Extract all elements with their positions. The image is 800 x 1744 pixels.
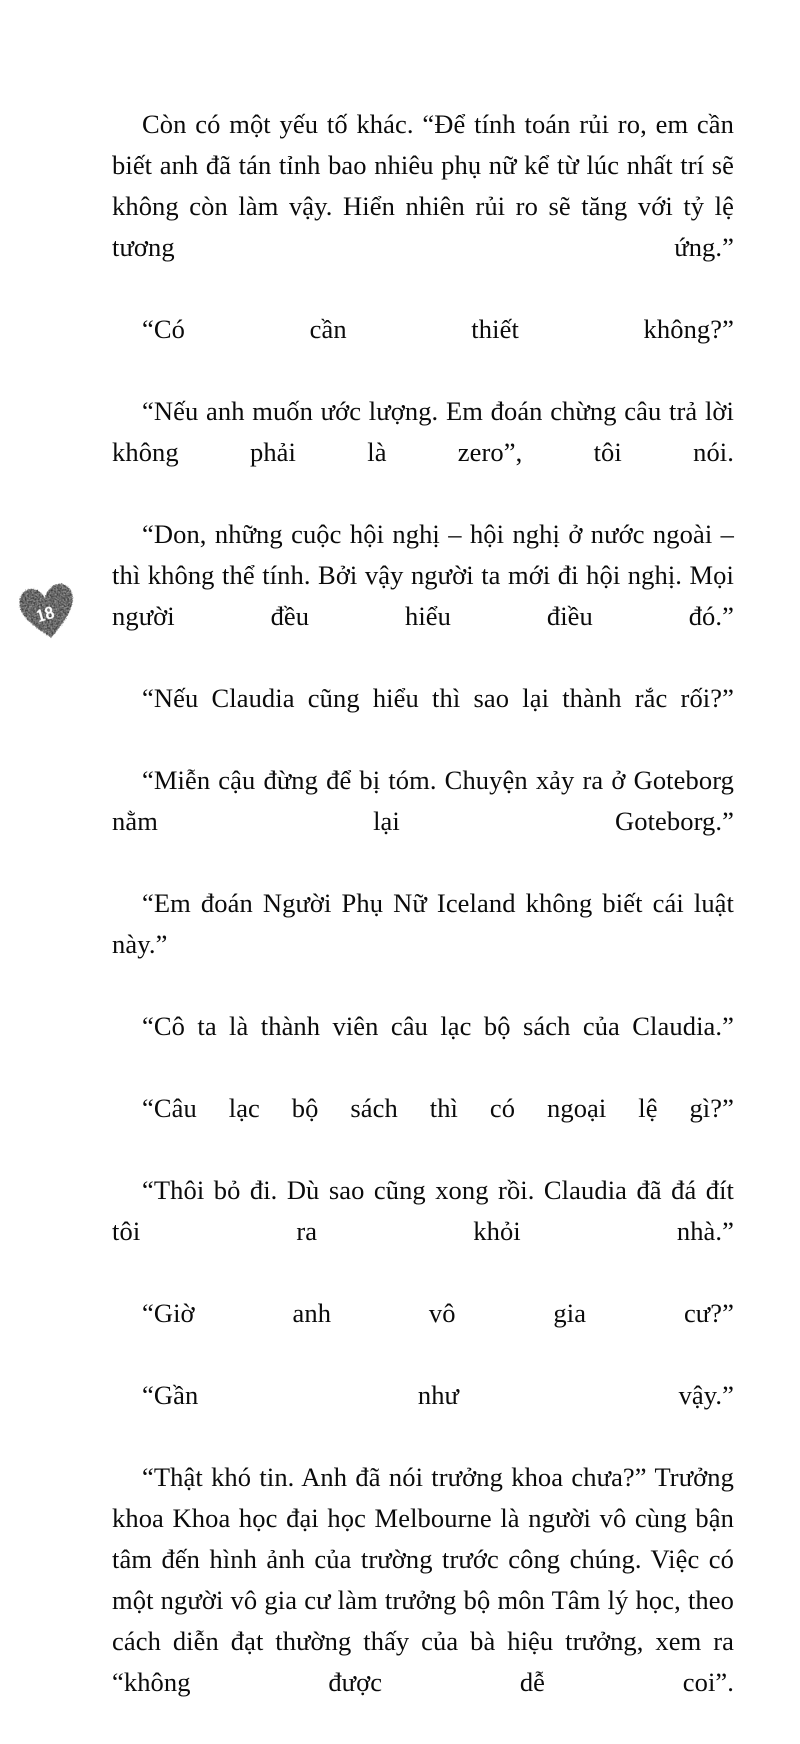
- paragraph: “Thôi bỏ đi. Dù sao cũng xong rồi. Claudia đã đá đít tôi ra khỏi nhà.”: [112, 1175, 734, 1246]
- heart-icon: [11, 574, 83, 649]
- paragraph: “Gần như vậy.”: [142, 1380, 734, 1410]
- paragraph: “Có cần thiết không?”: [142, 314, 734, 344]
- paragraph: “Thật khó tin. Anh đã nói trưởng khoa chưa?” Trưởng khoa Khoa học đại học Melbourne là người vô cùng bận tâm đến hình ảnh của trường trước công chúng. Việc có một người vô gia cư làm trưởng bộ môn Tâm lý học, theo cách diễn đạt thường thấy của bà hiệu trưởng, xem ra “không được dễ coi”.: [112, 1462, 734, 1697]
- paragraph: “Em đoán Người Phụ Nữ Iceland không biết cái luật này.”: [112, 888, 734, 959]
- body-text-column: [112, 104, 734, 1744]
- page-number-text: 18: [34, 602, 57, 626]
- paragraph: “Câu lạc bộ sách thì có ngoại lệ gì?”: [142, 1093, 734, 1123]
- paragraph: “Miễn cậu đừng để bị tóm. Chuyện xảy ra ở Goteborg nằm lại Goteborg.”: [112, 765, 734, 836]
- paragraph: “Don, những cuộc hội nghị – hội nghị ở nước ngoài – thì không thể tính. Bởi vậy người ta mới đi hội nghị. Mọi người đều hiểu điều đó.”: [112, 519, 734, 631]
- paragraph: “Giờ anh vô gia cư?”: [142, 1298, 734, 1328]
- paragraph: “Cô ta là thành viên câu lạc bộ sách của Claudia.”: [142, 1011, 734, 1041]
- paragraph: Còn có một yếu tố khác. “Để tính toán rủi ro, em cần biết anh đã tán tỉnh bao nhiêu phụ nữ kể từ lúc nhất trí sẽ không còn làm vậy. Hiển nhiên rủi ro sẽ tăng với tỷ lệ tương ứng.”: [112, 109, 734, 262]
- paragraph: “Nếu anh muốn ước lượng. Em đoán chừng câu trả lời không phải là zero”, tôi nói.: [112, 396, 734, 467]
- paragraph: “Nếu Claudia cũng hiểu thì sao lại thành rắc rối?”: [142, 683, 734, 713]
- folio-ornament: [16, 578, 78, 644]
